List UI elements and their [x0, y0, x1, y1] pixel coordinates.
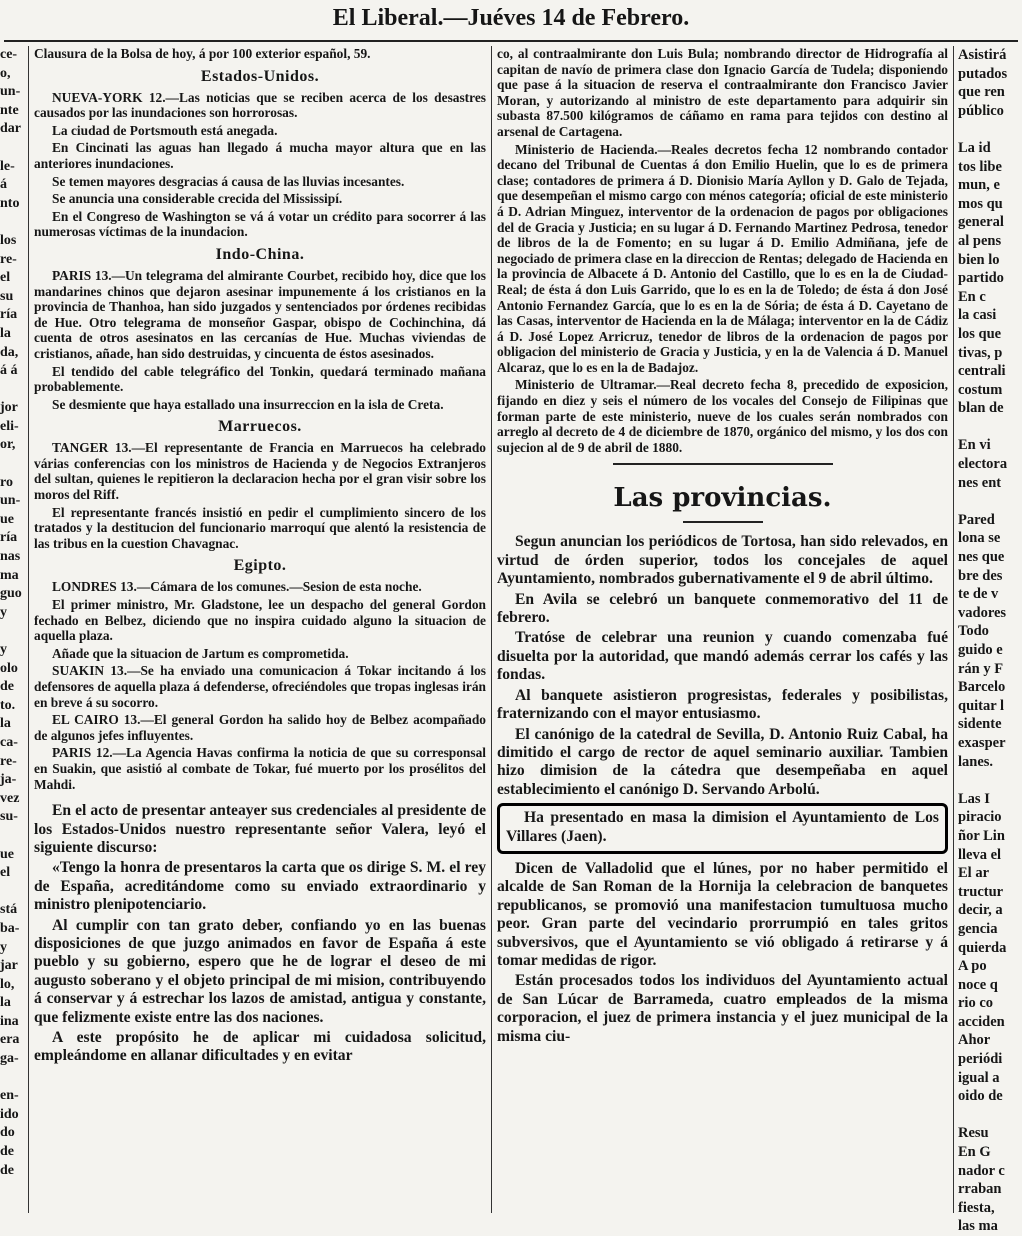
fragment-line: nador c [958, 1162, 1005, 1179]
fragment-line: vadores [958, 604, 1007, 621]
paragraph: EL CAIRO 13.—El general Gordon ha salido hoy de Belbez acompañado de algunos jefes influyentes. [34, 712, 486, 743]
fragment-line: ma [0, 567, 19, 583]
fragment-line: sidente [958, 716, 1002, 733]
right-fragment-column [958, 46, 1022, 1235]
paragraph: En el acto de presentar anteayer sus credenciales al presidente de los Estados-Unidos nuestro representante señor Valera, leyó el siguiente discurso: [34, 802, 486, 856]
fragment-line: stá [0, 902, 18, 918]
paragraph: LONDRES 13.—Cámara de los comunes.—Sesion de esta noche. [52, 579, 422, 595]
fragment-line: En vi [958, 437, 991, 454]
fragment-line: El ar [958, 865, 990, 882]
fragment-line: electora [958, 456, 1008, 473]
heading-indo-china: Indo-China. [215, 245, 305, 263]
fragment-line: centrali [958, 363, 1006, 380]
fragment-line: general [958, 214, 1004, 231]
fragment-line: or, [0, 437, 16, 453]
heading-egipto: Egipto. [233, 557, 287, 575]
fragment-line: gencia [958, 920, 998, 937]
paragraph: La ciudad de Portsmouth está anegada. [52, 122, 278, 138]
paragraph: PARIS 12.—La Agencia Havas confirma la noticia de que su corresponsal en Suakin, que asistió al combate de Tokar, fué muerto por los prosélitos del Mahdi. [34, 745, 486, 792]
fragment-line: tructur [958, 883, 1004, 900]
paragraph: Se temen mayores desgracias á causa de las lluvias incesantes. [52, 173, 405, 189]
paragraph: Tratóse de celebrar una reunion y cuando comenzaba fué disuelta por la autoridad, que mandó además cerrar los cafés y las fondas. [497, 629, 948, 684]
fragment-line: las ma [958, 1218, 998, 1235]
fragment-line: o, [0, 65, 11, 81]
paragraph: En el Congreso de Washington se vá á votar un crédito para socorrer á las numerosas víctimas de la inundacion. [34, 208, 486, 240]
fragment-line: y [0, 604, 7, 620]
fragment-line: igual a [958, 1069, 1000, 1086]
column-rule-3 [953, 46, 954, 1213]
fragment-line: jor [0, 400, 18, 416]
fragment-line: lanes. [958, 753, 994, 770]
paragraph: Se anuncia una considerable crecida del Mississipí. [52, 191, 343, 207]
fragment-line: su [0, 288, 14, 304]
left-fragment-column [0, 46, 24, 1213]
fragment-line: nes ent [958, 474, 1002, 491]
fragment-line: los que [958, 325, 1002, 342]
fragment-line: guo [0, 586, 22, 602]
fragment-line [0, 213, 24, 232]
paragraph: El tendido del cable telegráfico del Tonkin, quedará terminado mañana probablemente. [34, 363, 486, 395]
fragment-line: mun, e [958, 177, 1000, 194]
fragment-line: nte [0, 102, 19, 118]
paragraph: Dicen de Valladolid que el lúnes, por no haber permitido el alcalde de San Roman de la Hornija la celebracion de banquetes republicanos, se promovió una manifestacion tumultuosa mucho peor. Gran parte del vecindario prorrumpió en tales gritos subversivos, que el Ayuntamiento se vió obligado á retirarse y á tomar medidas de rigor. [497, 859, 948, 969]
column-rule-2 [491, 46, 492, 1213]
fragment-line: el [0, 865, 11, 881]
fragment-line: rraban [958, 1181, 1002, 1198]
fragment-line: A po [958, 958, 987, 975]
fragment-line: partido [958, 270, 1004, 287]
paragraph: Segun anuncian los periódicos de Tortosa, han sido relevados, en virtud de órden superior, todos los concejales de aquel Ayuntamiento, nombrados gubernativamente el 9 de abril último. [497, 533, 948, 588]
fragment-line: costum [958, 381, 1003, 398]
fragment-line: ría [0, 307, 18, 323]
fragment-line [958, 492, 1022, 511]
paragraph: Ministerio de Hacienda.—Reales decretos fecha 12 nombrando contador decano del Tribunal de Cuentas á don Emilio Huelin, que lo es de primera clase; contadores de primera á D. Dionisio María Ayllon y D. Galo de Tejada, que desempeñan el mismo cargo con ménos categoría; oficial de este ministerio á D. Adrian Minguez, interventor de la ordenacion de pagos por obligaciones del de Gracia y Justicia; en su lugar á D. Fernando Martinez Pedrosa, tenedor de libros de la de Fomento; en su lugar á D. Emilio Admiñana, jefe de negociado de primera clase en la direccion de Rentas; delegado de Hacienda en la provincia de Albacete á D. Antonio del Castillo, que lo es en la de Ciudad-Real; de ésta á don Luis Garrido, que lo es en la de Toledo; de ésta á don José Antonio Fernandez García, que lo es en la de Sória; de ésta á D. Cayetano de las Casas, interventor de Hacienda en la de Málaga; interventor en la de Cádiz á D. José Lopez Arricruz, tenedor de libros de la ordenacion de pagos por obligacion del ministerio de Gracia y Justicia, y en la de Valencia á D. Manuel Alcaraz, que lo es en la de Badajoz. [497, 141, 948, 375]
fragment-line [0, 883, 24, 902]
fragment-line: fiesta, [958, 1199, 995, 1216]
heading-estados-unidos: Estados-Unidos. [200, 67, 320, 85]
fragment-line: público [958, 102, 1004, 119]
fragment-line: olo [0, 660, 18, 676]
fragment-line: acciden [958, 1013, 1005, 1030]
paragraph: co, al contraalmirante don Luis Bula; nombrando director de Hidrografía al capitan de navío de primera clase don Ignacio García de Tudela; disponiendo que pase á la situacion de reserva el contraalmirante don Francisco Javier Moran, y autorizando al ministro de este departamento para adquirir sin subasta 87.500 kilógramos de cáñamo en rama para tejidos con destino al arsenal de Cartagena. [497, 46, 948, 139]
fragment-line: quierda [958, 939, 1007, 956]
paragraph: El representante francés insistió en pedir el cumplimiento sincero de los tratados y la destitucion del funcionario marroquí que alentó la resistencia de las tribus en la cuestion Chavagnac. [34, 504, 486, 551]
fragment-line: mos qu [958, 195, 1003, 212]
fragment-line: ga- [0, 1051, 19, 1067]
fragment-line: eli- [0, 418, 19, 434]
fragment-line: quitar l [958, 697, 1005, 714]
paragraph: Al banquete asistieron progresistas, federales y posibilistas, fraternizando con el mayor entusiasmo. [497, 686, 948, 723]
fragment-line: nes que [958, 549, 1005, 566]
fragment-line: re- [0, 753, 17, 769]
fragment-line: lleva el [958, 846, 1002, 863]
paragraph: El primer ministro, Mr. Gladstone, lee un despacho del general Gordon fechado en Belbez, diciendo que no inspira cuidado alguno la situacion de aquella plaza. [34, 597, 486, 644]
fragment-line: al pens [958, 232, 1002, 249]
fragment-line: da, [0, 344, 19, 360]
masthead: El Liberal.—Juéves 14 de Febrero. [332, 5, 690, 31]
bolsa-text: Clausura de la Bolsa de hoy, á por 100 exterior español, 59. [34, 46, 371, 61]
fragment-line: la [0, 995, 11, 1011]
fragment-line: de [0, 1162, 14, 1178]
fragment-line: lo, [0, 976, 15, 992]
fragment-line: Todo [958, 623, 989, 640]
fragment-line: noce q [958, 976, 998, 993]
fragment-line: la casi [958, 307, 997, 324]
fragment-line: nto [0, 195, 20, 211]
highlight-box [497, 803, 948, 854]
fragment-line [0, 139, 24, 158]
fragment-line: su- [0, 809, 18, 825]
heading-las-provincias: Las provincias. [613, 483, 832, 514]
fragment-line: Las I [958, 790, 990, 807]
fragment-line: lona se [958, 530, 1001, 547]
fragment-line [0, 827, 24, 846]
paragraph: Añade que la situacion de Jartum es comprometida. [52, 645, 349, 661]
paragraph: «Tengo la honra de presentaros la carta que os dirige S. M. el rey de España, acreditándome como su enviado extraordinario y ministro plenipotenciario. [34, 859, 486, 914]
fragment-line: te de v [958, 586, 999, 603]
paragraph: A este propósito he de aplicar mi cuidadosa solicitud, empleándome en allanar dificultades y en evitar [34, 1029, 486, 1065]
fragment-line: y [0, 939, 7, 955]
fragment-line: ba- [0, 920, 20, 936]
fragment-line: la [0, 716, 11, 732]
section-rule-bottom [683, 521, 763, 523]
paragraph: NUEVA-YORK 12.—Las noticias que se reciben acerca de los desastres causados por las inundaciones son horrorosas. [34, 89, 486, 121]
paragraph: En Avila se celebró un banquete conmemorativo del 11 de febrero. [497, 590, 948, 627]
fragment-line [958, 771, 1022, 790]
fragment-line: periódi [958, 1051, 1003, 1068]
fragment-line: rio co [958, 995, 994, 1012]
fragment-line: le- [0, 158, 15, 174]
paragraph: Se desmiente que haya estallado una insurreccion en la isla de Creta. [52, 396, 444, 412]
fragment-line: de [0, 1144, 14, 1160]
fragment-line: ce- [0, 47, 18, 62]
highlighted-paragraph: Ha presentado en masa la dimision el Ayuntamiento de Los Villares (Jaen). [506, 809, 939, 845]
fragment-line: decir, a [958, 902, 1003, 919]
paragraph: TANGER 13.—El representante de Francia en Marruecos ha celebrado várias conferencias con los ministros de Hacienda y de Negocios Extranjeros del sultan, quienes le repitieron la declaracion hecha por el gran visir sobre los moros del Riff. [34, 440, 486, 503]
fragment-line: putados [958, 65, 1008, 82]
fragment-line [0, 381, 24, 400]
fragment-line: Barcelo [958, 679, 1006, 696]
fragment-line: do [0, 1125, 15, 1141]
paragraph: Ministerio de Ultramar.—Real decreto fecha 8, precedido de exposicion, fijando en diez y seis el número de los vocales del Consejo de Filipinas que forman parte de este ministerio, nueve de los cuales serán nombrados con arreglo al decreto de 4 de diciembre de 1870, orgánico del mismo, y los dos con sujecion al de 9 de abril de 1880. [497, 377, 948, 455]
fragment-line: En G [958, 1144, 991, 1161]
fragment-line: ja- [0, 772, 17, 788]
fragment-line: Ahor [958, 1032, 991, 1049]
heading-marruecos: Marruecos. [218, 418, 302, 436]
paragraph: En Cincinati las aguas han llegado á mucha mayor altura que en las anteriores inundaciones. [34, 140, 486, 171]
fragment-line: exasper [958, 734, 1006, 751]
section-rule-top [613, 463, 833, 465]
fragment-line [958, 1106, 1022, 1125]
fragment-line: rán y F [958, 660, 1004, 677]
fragment-line [0, 455, 24, 474]
fragment-line: to. [0, 697, 16, 713]
fragment-line: los [0, 232, 17, 248]
fragment-line: bien lo [958, 251, 1000, 268]
fragment-line [958, 418, 1022, 437]
fragment-line: un- [0, 493, 21, 509]
fragment-line [958, 120, 1022, 139]
paragraph: Están procesados todos los individuos del Ayuntamiento actual de San Lúcar de Barrameda, cuatro empleados de la misma corporacion, el juez de primera instancia y el juez municipal de la misma ciu- [497, 972, 948, 1045]
fragment-line: tivas, p [958, 344, 1003, 361]
fragment-line: piracio [958, 809, 1002, 826]
fragment-line: blan de [958, 400, 1004, 417]
fragment-line: ca- [0, 734, 18, 750]
fragment-line: En c [958, 288, 986, 305]
fragment-line: tos libe [958, 158, 1002, 175]
fragment-line: jar [0, 958, 18, 974]
fragment-line: la [0, 325, 11, 341]
fragment-line: ido [0, 1106, 19, 1122]
fragment-line: dar [0, 121, 21, 137]
paragraph: PARIS 13.—Un telegrama del almirante Courbet, recibido hoy, dice que los mandarines chinos que dejaron asesinar impunemente á los cristianos en la provincia de Thanhoa, han sido juzgados y sentenciados por órdenes recibidas de Hue. Otro telegrama de monseñor Gaspar, obispo de Cochinchina, dá cuenta de otros asesinatos en las cercanías de Hue. Muchas viviendas de cristianos, añade, han sido destruidas, y cincuenta de éstos asesinados. [34, 267, 486, 361]
fragment-line: el [0, 270, 11, 286]
fragment-line: bre des [958, 567, 1003, 584]
column-rule-1 [28, 46, 29, 1213]
fragment-line: ro [0, 474, 13, 490]
fragment-line: nas [0, 549, 21, 565]
column-b [497, 46, 948, 1213]
fragment-line: en- [0, 1088, 19, 1104]
fragment-line: un- [0, 84, 21, 100]
fragment-line: ina [0, 1013, 19, 1029]
fragment-line: y [0, 642, 7, 657]
column-a [34, 46, 486, 1213]
masthead-rule [4, 40, 1018, 42]
fragment-line: de [0, 679, 14, 695]
fragment-line: vez [0, 790, 20, 806]
fragment-line: ría [0, 530, 18, 546]
fragment-line: ñor Lin [958, 827, 1005, 844]
fragment-line: á [0, 177, 7, 193]
fragment-line: á á [0, 363, 18, 379]
fragment-line: re- [0, 251, 17, 267]
fragment-line: Pared [958, 511, 995, 528]
fragment-line: Resu [958, 1125, 989, 1142]
paragraph: SUAKIN 13.—Se ha enviado una comunicacion á Tokar incitando á los defensores de aquella plaza á defenderse, ofreciéndoles que tropas inglesas irán en breve á su socorro. [34, 663, 486, 710]
paragraph: El canónigo de la catedral de Sevilla, D. Antonio Ruiz Cabal, ha dimitido el cargo de rector de aquel seminario auxiliar. Tambien hizo dimision de la cátedra que desempeñaba en aquel establecimiento el canónigo D. Servando Arbolú. [497, 725, 948, 798]
fragment-line: La id [958, 139, 991, 156]
fragment-line: guido e [958, 642, 1003, 658]
fragment-line: que ren [958, 84, 1005, 101]
fragment-line [0, 622, 24, 641]
fragment-line: oido de [958, 1088, 1003, 1105]
paragraph: Al cumplir con tan grato deber, confiando yo en las buenas disposiciones de que juzgo animados en favor de España á este pueblo y su gobierno, espero que he de lograr el deseo de mi augusto soberano y el objeto principal de mi mision, contribuyendo á conservar y á estrechar los lazos de amistad, antigua y constante, que felizmente existe entre las dos naciones. [34, 916, 486, 1026]
fragment-line [0, 1069, 24, 1088]
fragment-line: ue [0, 846, 14, 862]
fragment-line: era [0, 1032, 20, 1048]
fragment-line: ue [0, 511, 14, 527]
fragment-line: Asistirá [958, 47, 1007, 63]
